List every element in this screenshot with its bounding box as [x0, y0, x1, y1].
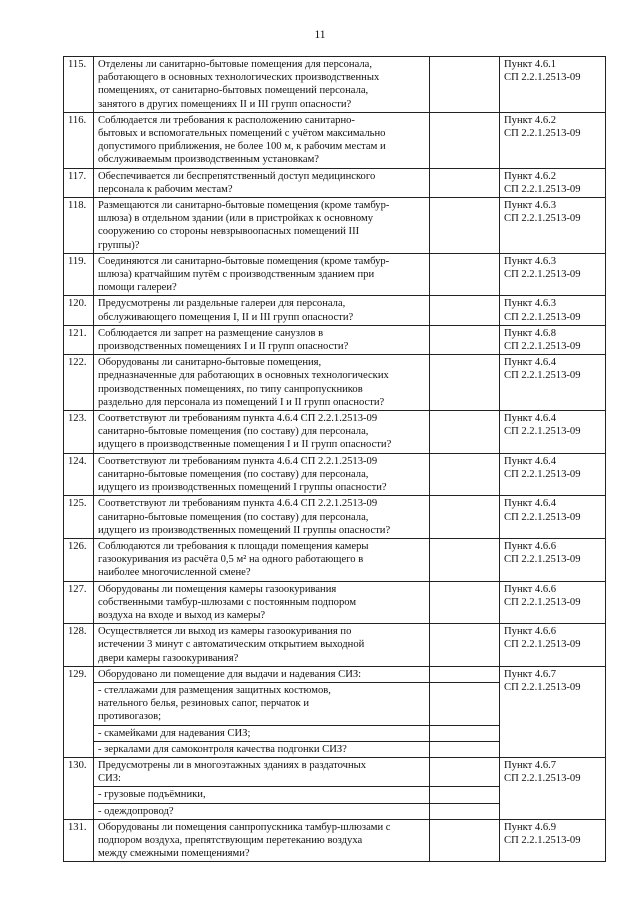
checklist-row — [64, 666, 606, 682]
question-line: Оборудованы ли санитарно-бытовые помещения, — [98, 357, 322, 369]
question-line: производственных помещениях, по типу санпропускников — [98, 383, 363, 395]
item-number: 129. — [64, 666, 94, 757]
sub-item-line: - одеждопровод? — [98, 805, 174, 817]
question-line: идущего в производственные помещения I и II групп опасности? — [98, 439, 392, 451]
answer-cell — [430, 355, 500, 411]
reference-line: СП 2.2.1.2513-09 — [504, 128, 581, 140]
answer-cell — [430, 112, 500, 168]
checklist-row — [64, 57, 606, 113]
question-line: производственных помещениях I и II групп опасности? — [98, 341, 349, 353]
question-line: Оборудованы ли помещения камеры газоокуривания — [98, 583, 337, 595]
answer-cell — [430, 296, 500, 325]
question-cell — [94, 57, 430, 113]
reference-cell — [500, 453, 606, 496]
reference-cell — [500, 624, 606, 667]
question-cell — [94, 666, 430, 682]
answer-cell — [430, 624, 500, 667]
question-cell — [94, 581, 430, 624]
question-line: Оборудованы ли помещения санпропускника тамбур-шлюзами с — [98, 821, 391, 833]
question-line: между смежными помещениями? — [98, 848, 250, 860]
answer-cell — [430, 538, 500, 581]
checklist-row — [64, 538, 606, 581]
checklist-row — [64, 411, 606, 454]
reference-cell — [500, 355, 606, 411]
reference-line: Пункт 4.6.2 — [504, 114, 557, 126]
question-cell — [94, 819, 430, 862]
item-number: 116. — [64, 112, 94, 168]
question-cell — [94, 198, 430, 254]
sub-item-line: - стеллажами для размещения защитных костюмов, — [98, 684, 331, 696]
reference-line: СП 2.2.1.2513-09 — [504, 681, 581, 693]
reference-line: СП 2.2.1.2513-09 — [504, 183, 581, 195]
reference-line: Пункт 4.6.6 — [504, 626, 557, 638]
question-line: Соответствуют ли требованиям пункта 4.6.4 СП 2.2.1.2513-09 — [98, 455, 378, 467]
checklist-row — [64, 453, 606, 496]
reference-line: СП 2.2.1.2513-09 — [504, 213, 581, 225]
question-line: Соответствуют ли требованиям пункта 4.6.4 СП 2.2.1.2513-09 — [98, 413, 378, 425]
item-number: 131. — [64, 819, 94, 862]
item-number: 125. — [64, 496, 94, 539]
checklist-row — [64, 253, 606, 296]
question-line: шлюза) кратчайшим путём с производственным зданием при — [98, 269, 375, 281]
question-line: персонала к рабочим местам? — [98, 183, 233, 195]
reference-line: Пункт 4.6.3 — [504, 255, 557, 267]
sub-item-cell — [94, 803, 430, 819]
reference-line: СП 2.2.1.2513-09 — [504, 511, 581, 523]
checklist-row — [64, 819, 606, 862]
question-line: помощи галереи? — [98, 282, 177, 294]
sub-item-line: противогазов; — [98, 711, 162, 723]
question-cell — [94, 453, 430, 496]
item-number: 119. — [64, 253, 94, 296]
question-cell — [94, 411, 430, 454]
reference-line: Пункт 4.6.8 — [504, 327, 557, 339]
question-line: Размещаются ли санитарно-бытовые помещения (кроме тамбур- — [98, 200, 390, 212]
question-line: идущего из производственных помещений I группы опасности? — [98, 482, 387, 494]
question-line: Предусмотрены ли в многоэтажных зданиях в раздаточных — [98, 759, 367, 771]
reference-line: СП 2.2.1.2513-09 — [504, 468, 581, 480]
answer-cell — [430, 57, 500, 113]
question-line: помещениях, от санитарно-бытовых помещений персонала, — [98, 85, 369, 97]
question-cell — [94, 624, 430, 667]
reference-line: Пункт 4.6.2 — [504, 170, 557, 182]
question-line: Обеспечивается ли беспрепятственный доступ медицинского — [98, 170, 376, 182]
reference-cell — [500, 168, 606, 197]
question-line: истечении 3 минут с автоматическим открытием выходной — [98, 639, 365, 651]
reference-line: СП 2.2.1.2513-09 — [504, 596, 581, 608]
reference-cell — [500, 538, 606, 581]
checklist-row — [64, 757, 606, 786]
reference-line: Пункт 4.6.6 — [504, 540, 557, 552]
page-number: 11 — [314, 29, 326, 41]
reference-line: СП 2.2.1.2513-09 — [504, 269, 581, 281]
item-number: 130. — [64, 757, 94, 819]
item-number: 115. — [64, 57, 94, 113]
reference-line: СП 2.2.1.2513-09 — [504, 426, 581, 438]
answer-cell — [430, 757, 500, 786]
question-line: наиболее многочисленной смене? — [98, 567, 251, 579]
reference-cell — [500, 581, 606, 624]
question-line: СИЗ: — [98, 773, 121, 785]
sub-item-cell — [94, 725, 430, 741]
answer-cell — [430, 741, 500, 757]
reference-cell — [500, 757, 606, 819]
question-line: шлюза) в отдельном здании (или в пристройках к основному — [98, 213, 374, 225]
question-line: работающего в основных технологических производственных — [98, 72, 380, 84]
question-line: газоокуривания из расчёта 0,5 м² на одного работающего в — [98, 554, 364, 566]
reference-line: Пункт 4.6.7 — [504, 759, 557, 771]
question-line: группы)? — [98, 239, 140, 251]
checklist-row — [64, 624, 606, 667]
question-cell — [94, 325, 430, 354]
answer-cell — [430, 168, 500, 197]
question-line: санитарно-бытовые помещения (по составу) для персонала, — [98, 426, 369, 438]
reference-line: Пункт 4.6.4 — [504, 455, 557, 467]
reference-cell — [500, 296, 606, 325]
question-line: воздуха на входе и выход из камеры? — [98, 609, 266, 621]
reference-line: СП 2.2.1.2513-09 — [504, 370, 581, 382]
item-number: 121. — [64, 325, 94, 354]
answer-cell — [430, 787, 500, 803]
reference-cell — [500, 57, 606, 113]
question-line: Отделены ли санитарно-бытовые помещения для персонала, — [98, 59, 373, 70]
reference-cell — [500, 819, 606, 862]
item-number: 128. — [64, 624, 94, 667]
answer-cell — [430, 666, 500, 682]
sub-item-line: - зеркалами для самоконтроля качества подгонки СИЗ? — [98, 743, 347, 755]
question-cell — [94, 538, 430, 581]
question-cell — [94, 168, 430, 197]
answer-cell — [430, 803, 500, 819]
reference-line: СП 2.2.1.2513-09 — [504, 834, 581, 846]
reference-line: Пункт 4.6.9 — [504, 821, 557, 833]
question-line: подпором воздуха, препятствующим перетеканию воздуха — [98, 834, 363, 846]
reference-cell — [500, 411, 606, 454]
question-line: санитарно-бытовые помещения (по составу) для персонала, — [98, 511, 369, 523]
question-line: Оборудовано ли помещение для выдачи и надевания СИЗ: — [98, 668, 362, 680]
sub-item-line: - скамейками для надевания СИЗ; — [98, 727, 251, 739]
question-line: Соблюдается ли запрет на размещение санузлов в — [98, 327, 324, 339]
reference-line: СП 2.2.1.2513-09 — [504, 639, 581, 651]
reference-line: СП 2.2.1.2513-09 — [504, 311, 581, 323]
answer-cell — [430, 819, 500, 862]
checklist-row — [64, 581, 606, 624]
checklist-row — [64, 168, 606, 197]
answer-cell — [430, 581, 500, 624]
sub-item-cell — [94, 741, 430, 757]
answer-cell — [430, 253, 500, 296]
answer-cell — [430, 496, 500, 539]
question-cell — [94, 112, 430, 168]
question-line: санитарно-бытовые помещения (по составу) для персонала, — [98, 468, 369, 480]
reference-cell — [500, 325, 606, 354]
checklist-row — [64, 112, 606, 168]
reference-line: Пункт 4.6.4 — [504, 357, 557, 369]
checklist-row — [64, 296, 606, 325]
sub-item-cell — [94, 787, 430, 803]
item-number: 124. — [64, 453, 94, 496]
answer-cell — [430, 682, 500, 725]
item-number: 120. — [64, 296, 94, 325]
reference-line: Пункт 4.6.1 — [504, 59, 557, 70]
sub-item-line: нательного белья, резиновых сапог, перчаток и — [98, 698, 310, 710]
item-number: 122. — [64, 355, 94, 411]
question-cell — [94, 757, 430, 786]
question-line: сооружению со стороны невзрывоопасных помещений III — [98, 226, 360, 238]
question-line: идущего из производственных помещений II группы опасности? — [98, 524, 391, 536]
checklist-row — [64, 198, 606, 254]
reference-line: Пункт 4.6.3 — [504, 200, 557, 212]
sub-item-line: - грузовые подъёмники, — [98, 789, 206, 801]
answer-cell — [430, 725, 500, 741]
question-line: занятого в других помещениях II и III групп опасности? — [98, 98, 352, 110]
question-line: Осуществляется ли выход из камеры газоокуривания по — [98, 626, 352, 638]
reference-line: СП 2.2.1.2513-09 — [504, 554, 581, 566]
question-line: предназначенные для работающих в основных технологических — [98, 370, 389, 382]
question-line: двери камеры газоокуривания? — [98, 652, 239, 664]
checklist-row — [64, 325, 606, 354]
reference-line: СП 2.2.1.2513-09 — [504, 773, 581, 785]
item-number: 126. — [64, 538, 94, 581]
checklist-row — [64, 496, 606, 539]
question-cell — [94, 355, 430, 411]
question-line: обслуживаемым производственным установкам? — [98, 154, 319, 166]
question-line: Соединяются ли санитарно-бытовые помещения (кроме тамбур- — [98, 255, 390, 267]
question-line: допустимого приближения, не более 100 м, к рабочим местам и — [98, 141, 386, 153]
question-line: Соблюдаются ли требования к площади помещения камеры — [98, 540, 369, 552]
reference-cell — [500, 496, 606, 539]
question-line: Предусмотрены ли раздельные галереи для персонала, — [98, 298, 346, 310]
question-line: обслуживающего помещения I, II и III групп опасности? — [98, 311, 354, 323]
question-line: раздельно для персонала из помещений I и II групп опасности? — [98, 396, 385, 408]
reference-line: СП 2.2.1.2513-09 — [504, 72, 581, 84]
reference-cell — [500, 253, 606, 296]
question-cell — [94, 496, 430, 539]
question-line: собственными тамбур-шлюзами с постоянным подпором — [98, 596, 357, 608]
item-number: 127. — [64, 581, 94, 624]
reference-line: Пункт 4.6.6 — [504, 583, 557, 595]
reference-line: Пункт 4.6.3 — [504, 298, 557, 310]
item-number: 118. — [64, 198, 94, 254]
answer-cell — [430, 325, 500, 354]
sub-item-cell — [94, 682, 430, 725]
item-number: 117. — [64, 168, 94, 197]
reference-line: Пункт 4.6.4 — [504, 498, 557, 510]
reference-cell — [500, 112, 606, 168]
answer-cell — [430, 198, 500, 254]
checklist-table — [63, 56, 606, 862]
question-cell — [94, 296, 430, 325]
reference-cell — [500, 666, 606, 757]
checklist-row — [64, 355, 606, 411]
question-line: Соответствуют ли требованиям пункта 4.6.4 СП 2.2.1.2513-09 — [98, 498, 378, 510]
reference-cell — [500, 198, 606, 254]
reference-line: Пункт 4.6.4 — [504, 413, 557, 425]
answer-cell — [430, 411, 500, 454]
reference-line: СП 2.2.1.2513-09 — [504, 341, 581, 353]
reference-line: Пункт 4.6.7 — [504, 668, 557, 680]
question-cell — [94, 253, 430, 296]
question-line: Соблюдается ли требования к расположению санитарно- — [98, 114, 355, 126]
answer-cell — [430, 453, 500, 496]
item-number: 123. — [64, 411, 94, 454]
question-line: бытовых и вспомогательных помещений с учётом максимально — [98, 128, 386, 140]
